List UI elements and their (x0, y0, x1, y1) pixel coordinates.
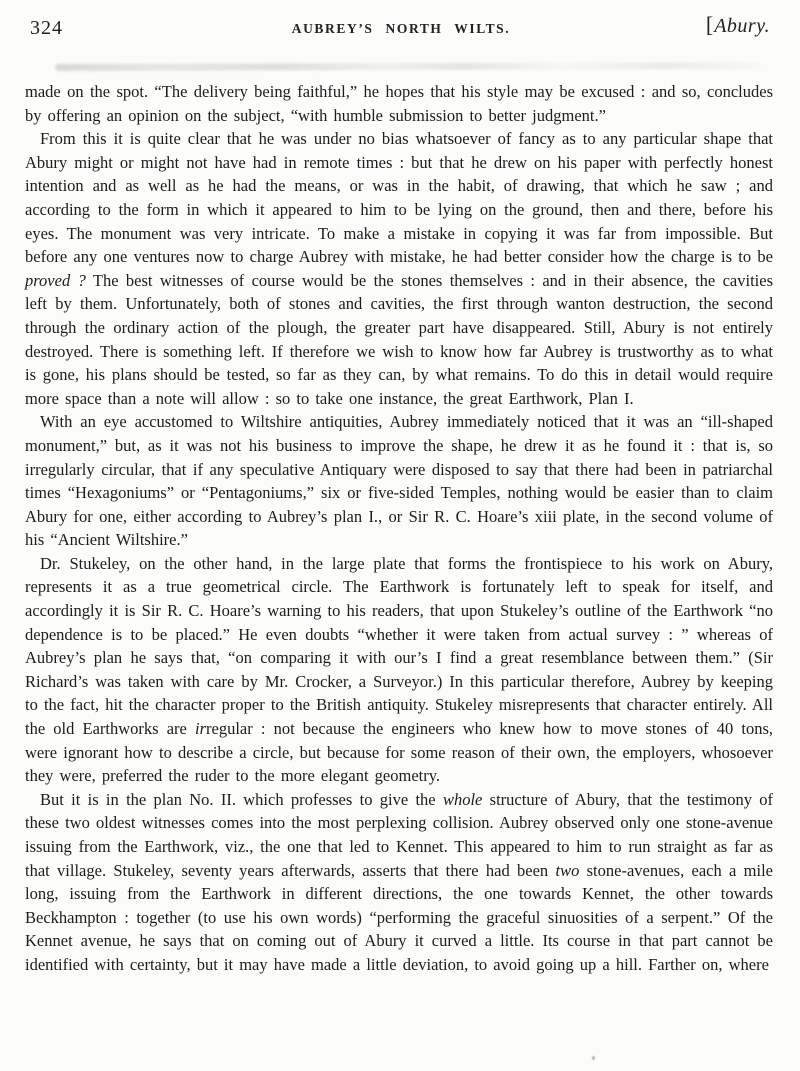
text-run: regular : not because the engineers who knew how to move stones of 40 tons, were ignorant how to describe a circle, but because for some reason of their own, the employers, whosoever they were, preferred the ruder to the more elegant geometry. (25, 719, 774, 786)
page-number: 324 (30, 17, 63, 39)
italic-text-run: whole (442, 789, 483, 809)
text-run: stone-avenues, each a mile long, issuing from the Earthwork in different directions, the one towards Kennet, the other towards Beckhampton : together (to use his own words) “performing the graceful sinuosities of a serpent.” Of the Kennet avenue, he says that on coming out of Abury it curved a little. Its course in that part cannot be identified with certainty, but it may have made a little deviation, to avoid going up a hill. Farther on, where (25, 860, 773, 974)
scan-speck-artifact (592, 1056, 595, 1060)
opening-bracket: [ (705, 12, 714, 37)
text-run: made on the spot. “The delivery being faithful,” he hopes that his style may be excused : and so, concludes by offering an opinion on the subject, “with humble submission to better judgment.” (25, 82, 773, 125)
text-run: But it is in the plan No. II. which professes to give the (40, 789, 443, 809)
running-title: AUBREY’S NORTH WILTS. (291, 21, 511, 36)
paragraph-5 (25, 788, 773, 977)
text-run: Dr. Stukeley, on the other hand, in the large plate that forms the frontispiece to his work on Abury, represents it as a true geometrical circle. The Earthwork is fortunately left to speak for itself, and accordingly it is Sir R. C. Hoare’s warning to his readers, that upon Stukeley’s outline of the Earthwork “no dependence is to be placed.” He even doubts “whether it were taken from actual survey : ” whereas of Aubrey’s plan he says that, “on comparing it with our’s I find a great resemblance between them.” (Sir Richard’s was taken with care by Mr. Crocker, a Surveyor.) In this particular therefore, Aubrey by keeping to the fact, hit the character proper to the British antiquity. Stukeley misrepresents that character entirely. All the old Earthworks are (25, 553, 773, 739)
text-run: structure of Abury, that the testimony of these two oldest witnesses comes into the most perplexing collision. Aubrey observed only one stone-avenue issuing from the Earthwork, viz., the one that led to Kennet. This appeared to him to run straight as far as that village. Stukeley, seventy years afterwards, asserts that there had been (25, 789, 774, 880)
italic-text-run: two (555, 860, 580, 880)
italic-text-run: proved ? (25, 270, 86, 290)
paragraph-1 (25, 80, 773, 127)
italic-text-run: ir (194, 719, 206, 739)
text-run: The best witnesses of course would be the stones themselves : and in their absence, the cavities left by them. Unfortunately, both of stones and cavities, the first through wanton destruction, the second through the ordinary action of the plough, the greater part have disappeared. Still, Abury is not entirely destroyed. There is something left. If therefore we wish to know how far Aubrey is trustworthy as to what is gone, his plans should be tested, so far as they can, by what remains. To do this in detail would require more space than a note will allow : so to take one instance, the great Earthwork, Plan I. (25, 270, 773, 408)
page-text (25, 80, 773, 977)
paragraph-4 (25, 552, 773, 788)
section-catchword (706, 12, 770, 38)
section-name: Abury. (714, 15, 770, 37)
text-run: With an eye accustomed to Wiltshire antiquities, Aubrey immediately noticed that it was an “ill-shaped monument,” but, as it was not his business to improve the shape, he drew it as he found it : that is, so irregularly circular, that if any speculative Antiquary were disposed to say that there had been in patriarchal times “Hexagoniums” or “Pentagoniums,” six or five-sided Temples, nothing would be easier than to claim Abury for one, either according to Aubrey’s plan I., or Sir R. C. Hoare’s xiii plate, in the second volume of his “Ancient Wiltshire.” (25, 412, 773, 550)
paragraph-3 (25, 410, 773, 552)
text-run: From this it is quite clear that he was under no bias whatsoever of fancy as to any particular shape that Abury might or might not have had in remote times : but that he drew on his paper with perfectly honest intention and as well as he had the means, or was in the habit, of drawing, that which he saw ; and according to the form in which it appeared to him to be lying on the ground, then and there, before his eyes. The monument was very intricate. To make a mistake in copying it was far from impossible. But before any one ventures now to charge Aubrey with mistake, he had better consider how the charge is to be (25, 129, 773, 267)
scan-smudge-artifact (55, 62, 761, 71)
page-header (30, 12, 772, 45)
paragraph-2 (25, 127, 773, 410)
